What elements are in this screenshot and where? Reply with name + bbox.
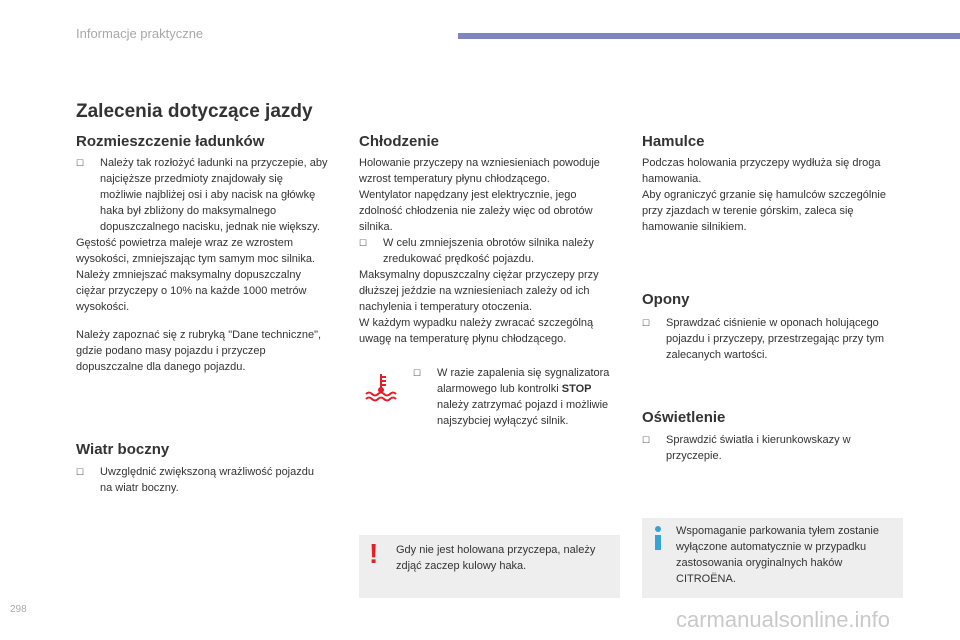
load-paragraph-1: Gęstość powietrza maleje wraz ze wzrostem wysokości, zmniejszając tym samym moc silnika. Należy zmniejszać maksymalny dopuszczalny ciężar przyczepy o 10% na każde 1000 metrów wysokości.: [76, 237, 315, 313]
warning-box: [359, 535, 620, 598]
cooling-bullet-text: W celu zmniejszenia obrotów silnika należy zredukować prędkość pojazdu.: [383, 237, 594, 265]
tyres-bullet: [642, 315, 894, 363]
alert-text-pre: W razie zapalenia się sygnalizatora alarmowego lub kontrolki: [437, 367, 610, 395]
lights-bullet: [642, 432, 894, 464]
load-paragraph-2: Należy zapoznać się z rubryką "Dane techniczne", gdzie podano masy pojazdu i przyczep dopuszczalne dla danego pojazdu.: [76, 329, 322, 373]
heading-cooling: Chłodzenie: [359, 133, 440, 150]
checkbox-bullet-icon: ☐: [642, 318, 651, 328]
page-title: Zalecenia dotyczące jazdy: [76, 101, 313, 122]
alert-text-post: należy zatrzymać pojazd i możliwie najszybciej wyłączyć silnik.: [437, 399, 609, 427]
wind-section: [76, 464, 328, 496]
section-label: Informacje praktyczne: [76, 26, 204, 41]
load-bullet-text: Należy tak rozłożyć ładunki na przyczepie, aby najcięższe przedmioty znajdowały się możliwie najbliżej osi i aby nacisk na główkę haka był zbliżony do maksymalnego dopuszczalnego nacisku, jednak nie większy.: [100, 157, 328, 233]
watermark: carmanualsonline.info: [676, 607, 891, 632]
load-bullet: [76, 155, 328, 235]
heading-tyres: Opony: [642, 291, 690, 308]
brakes-paragraph-1: Podczas holowania przyczepy wydłuża się droga hamowania.: [642, 157, 881, 185]
lights-section: [642, 432, 894, 464]
tyres-section: [642, 315, 894, 363]
cooling-paragraph-3: Maksymalny dopuszczalny ciężar przyczepy przy dłuższej jeździe na wzniesieniach zależy od ich nachylenia i temperatury otoczenia.: [359, 269, 599, 313]
brakes-paragraph-2: Aby ograniczyć grzanie się hamulców szczególnie przy zjazdach w terenie górskim, zaleca się hamowanie silnikiem.: [642, 189, 886, 233]
page-number: 298: [10, 604, 27, 615]
info-icon: [651, 526, 665, 552]
tyres-bullet-text: Sprawdzać ciśnienie w oponach holującego pojazdu i przyczepy, przestrzegając przy tym zalecanych wartości.: [666, 317, 885, 361]
info-box: [642, 518, 903, 598]
load-section: [76, 155, 328, 375]
cooling-paragraph-2: Wentylator napędzany jest elektrycznie, jego zdolność chłodzenia nie zależy więc od obrotów silnika.: [359, 189, 593, 233]
cooling-bullet: [359, 235, 621, 267]
checkbox-bullet-icon: ☐: [76, 467, 85, 477]
alert-block: [413, 365, 623, 429]
heading-load: Rozmieszczenie ładunków: [76, 133, 265, 150]
wind-bullet-text: Uwzględnić zwiększoną wrażliwość pojazdu na wiatr boczny.: [100, 466, 314, 494]
warning-text: Gdy nie jest holowana przyczepa, należy zdjąć zaczep kulowy haka.: [396, 544, 596, 572]
header-accent-bar: [458, 33, 960, 39]
checkbox-bullet-icon: ☐: [642, 435, 651, 445]
checkbox-bullet-icon: ☐: [76, 158, 85, 168]
lights-bullet-text: Sprawdzić światła i kierunkowskazy w przyczepie.: [666, 434, 851, 462]
coolant-temperature-icon: [364, 372, 398, 402]
exclamation-icon: !: [369, 538, 379, 569]
info-text: Wspomaganie parkowania tyłem zostanie wyłączone automatycznie w przypadku zastosowania oryginalnych haków CITROËNA.: [676, 525, 879, 585]
alert-bullet: [413, 365, 623, 429]
cooling-section: [359, 155, 621, 347]
checkbox-bullet-icon: ☐: [413, 368, 422, 378]
brakes-section: [642, 155, 894, 235]
cooling-paragraph-4: W każdym wypadku należy zwracać szczególną uwagę na temperaturę płynu chłodzącego.: [359, 317, 594, 345]
heading-lights: Oświetlenie: [642, 409, 726, 426]
wind-bullet: [76, 464, 328, 496]
alert-text-bold: STOP: [561, 383, 592, 395]
heading-wind: Wiatr boczny: [76, 441, 170, 458]
checkbox-bullet-icon: ☐: [359, 238, 368, 248]
cooling-paragraph-1: Holowanie przyczepy na wzniesieniach powoduje wzrost temperatury płynu chłodzącego.: [359, 157, 600, 185]
heading-brakes: Hamulce: [642, 133, 705, 150]
